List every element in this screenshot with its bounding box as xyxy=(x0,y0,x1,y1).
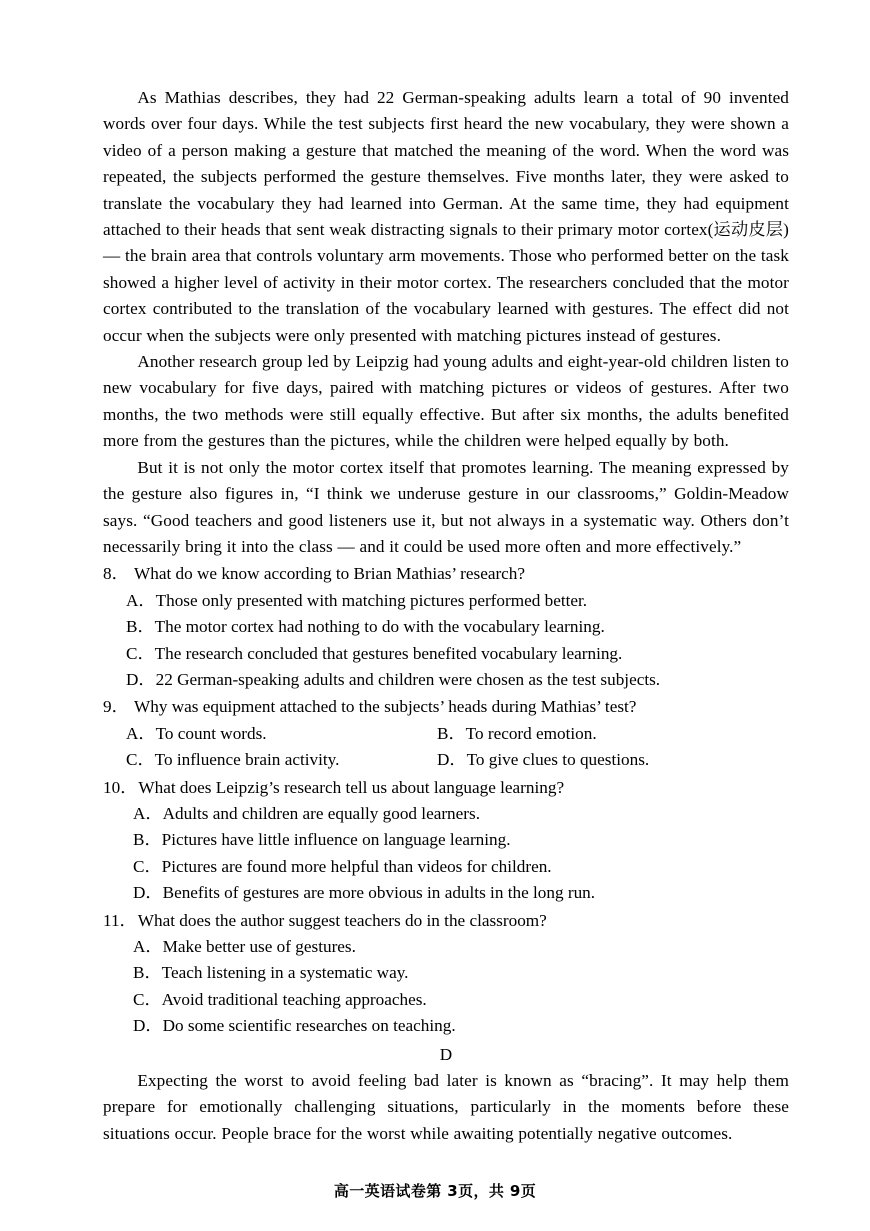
question-10-number: 10． xyxy=(103,777,138,797)
question-9-number: 9． xyxy=(103,697,129,717)
option-text: Avoid traditional teaching approaches. xyxy=(161,989,427,1009)
option-letter: C． xyxy=(126,643,155,663)
question-9-stem xyxy=(103,694,789,720)
question-11-option-a[interactable] xyxy=(103,934,789,960)
option-text: The research concluded that gestures benefited vocabulary learning. xyxy=(154,643,623,663)
option-letter: B． xyxy=(133,830,162,850)
option-letter: B． xyxy=(126,617,155,637)
question-9-option-row-2 xyxy=(103,747,789,773)
question-9 xyxy=(103,694,789,773)
page-content xyxy=(103,85,789,1147)
question-8-option-b[interactable] xyxy=(103,614,789,640)
question-10-stem xyxy=(103,775,789,801)
question-10-option-d[interactable] xyxy=(103,880,789,906)
page-footer xyxy=(0,1180,870,1201)
question-9-option-row-1 xyxy=(103,721,789,747)
option-text: Pictures have little influence on language learning. xyxy=(161,830,511,850)
option-letter: A． xyxy=(133,937,163,956)
question-8-number: 8． xyxy=(103,564,129,584)
question-9-option-b[interactable] xyxy=(437,721,597,747)
question-8-option-c[interactable] xyxy=(103,641,789,667)
option-text: Those only presented with matching pictures performed better. xyxy=(155,590,588,610)
option-letter: A． xyxy=(126,723,156,743)
option-letter: C． xyxy=(133,989,162,1009)
option-text: Do some scientific researches on teaching. xyxy=(162,1016,456,1036)
question-11-option-d[interactable] xyxy=(103,1013,789,1039)
option-letter: B． xyxy=(437,723,466,743)
question-11-number: 11． xyxy=(103,910,137,930)
question-11-option-b[interactable] xyxy=(103,960,789,986)
question-10-options xyxy=(103,801,789,907)
question-9-option-c[interactable] xyxy=(126,747,437,773)
question-11-option-c[interactable] xyxy=(103,987,789,1013)
question-10-text: What does Leipzig’s research tell us about language learning? xyxy=(138,777,565,797)
question-11-options xyxy=(103,934,789,1040)
option-letter: A． xyxy=(126,590,156,610)
question-11-stem xyxy=(103,908,789,934)
option-text: Pictures are found more helpful than videos for children. xyxy=(161,856,552,876)
question-11-text: What does the author suggest teachers do in the classroom? xyxy=(137,910,547,930)
option-text: To record emotion. xyxy=(465,723,597,743)
option-letter: C． xyxy=(133,856,162,876)
option-text: Adults and children are equally good learners. xyxy=(162,803,480,823)
question-10-option-c[interactable] xyxy=(103,854,789,880)
footer-text: 高一英语试卷第 3页，共 9页 xyxy=(333,1182,537,1200)
question-9-text: Why was equipment attached to the subjects’ heads during Mathias’ test? xyxy=(134,697,637,717)
question-11 xyxy=(103,908,789,1040)
question-8 xyxy=(103,561,789,693)
passage-paragraph-1: As Mathias describes, they had 22 German-speaking adults learn a total of 90 invented words over four days. While the test subjects first heard the new vocabulary, they were shown a video of a person making a gesture that matched the meaning of the word. When the word was repeated, the subjects performed the gesture themselves. Five months later, they were asked to translate the vocabulary they had learned into German. At the same time, they had equipment attached to their heads that sent weak distracting signals to their primary motor cortex(运动皮层) — the brain area that controls voluntary arm movements. Those who performed better on the task showed a higher level of activity in their motor cortex. The researchers concluded that the motor cortex contributed to the translation of the vocabulary learned with gestures. The effect did not occur when the subjects were only presented with matching pictures instead of gestures. xyxy=(103,88,789,345)
section-letter-d: D xyxy=(439,1044,453,1064)
passage-paragraph-2: Another research group led by Leipzig had young adults and eight-year-old children listen to new vocabulary for five days, paired with matching pictures or videos of gestures. After two months, the two methods were still equally effective. But after six months, the adults benefited more from the gestures than the pictures, while the children were helped equally by both. xyxy=(103,352,789,451)
question-8-option-d[interactable] xyxy=(103,667,789,693)
question-9-option-d[interactable] xyxy=(437,747,649,773)
option-text: The motor cortex had nothing to do with the vocabulary learning. xyxy=(154,617,605,637)
option-text: Teach listening in a systematic way. xyxy=(161,963,409,983)
option-letter: C． xyxy=(126,750,155,770)
option-letter: D． xyxy=(133,883,163,903)
option-text: To give clues to questions. xyxy=(466,750,650,770)
option-letter: D． xyxy=(133,1016,163,1036)
option-text: Make better use of gestures. xyxy=(162,937,356,956)
section-d-paragraph: Expecting the worst to avoid feeling bad later is known as “bracing”. It may help them prepare for emotionally challenging situations, particularly in the moments before these situations occur. People brace for the worst while awaiting potentially negative outcomes. xyxy=(103,1071,789,1143)
question-9-options xyxy=(103,721,789,774)
question-8-options xyxy=(103,588,789,694)
option-letter: D． xyxy=(126,669,156,689)
option-letter: A． xyxy=(133,803,163,823)
option-letter: D． xyxy=(437,750,467,770)
passage-paragraph-3: But it is not only the motor cortex itself that promotes learning. The meaning expressed by the gesture also figures in, “I think we underuse gesture in our classrooms,” Goldin-Meadow says. “Good teachers and good listeners use it, but not always in a systematic way. Others don’t necessarily bring it into the class — and it could be used more often and more effectively.” xyxy=(103,457,789,556)
question-8-option-a[interactable] xyxy=(103,588,789,614)
question-10-option-b[interactable] xyxy=(103,827,789,853)
question-8-text: What do we know according to Brian Mathias’ research? xyxy=(134,564,526,584)
question-10 xyxy=(103,775,789,907)
question-9-option-a[interactable] xyxy=(126,721,437,747)
question-10-option-a[interactable] xyxy=(103,801,789,827)
option-text: To influence brain activity. xyxy=(154,750,340,770)
option-text: 22 German-speaking adults and children were chosen as the test subjects. xyxy=(155,669,661,689)
option-text: To count words. xyxy=(155,723,267,743)
option-text: Benefits of gestures are more obvious in adults in the long run. xyxy=(162,883,596,903)
question-8-stem xyxy=(103,561,789,587)
option-letter: B． xyxy=(133,963,162,983)
